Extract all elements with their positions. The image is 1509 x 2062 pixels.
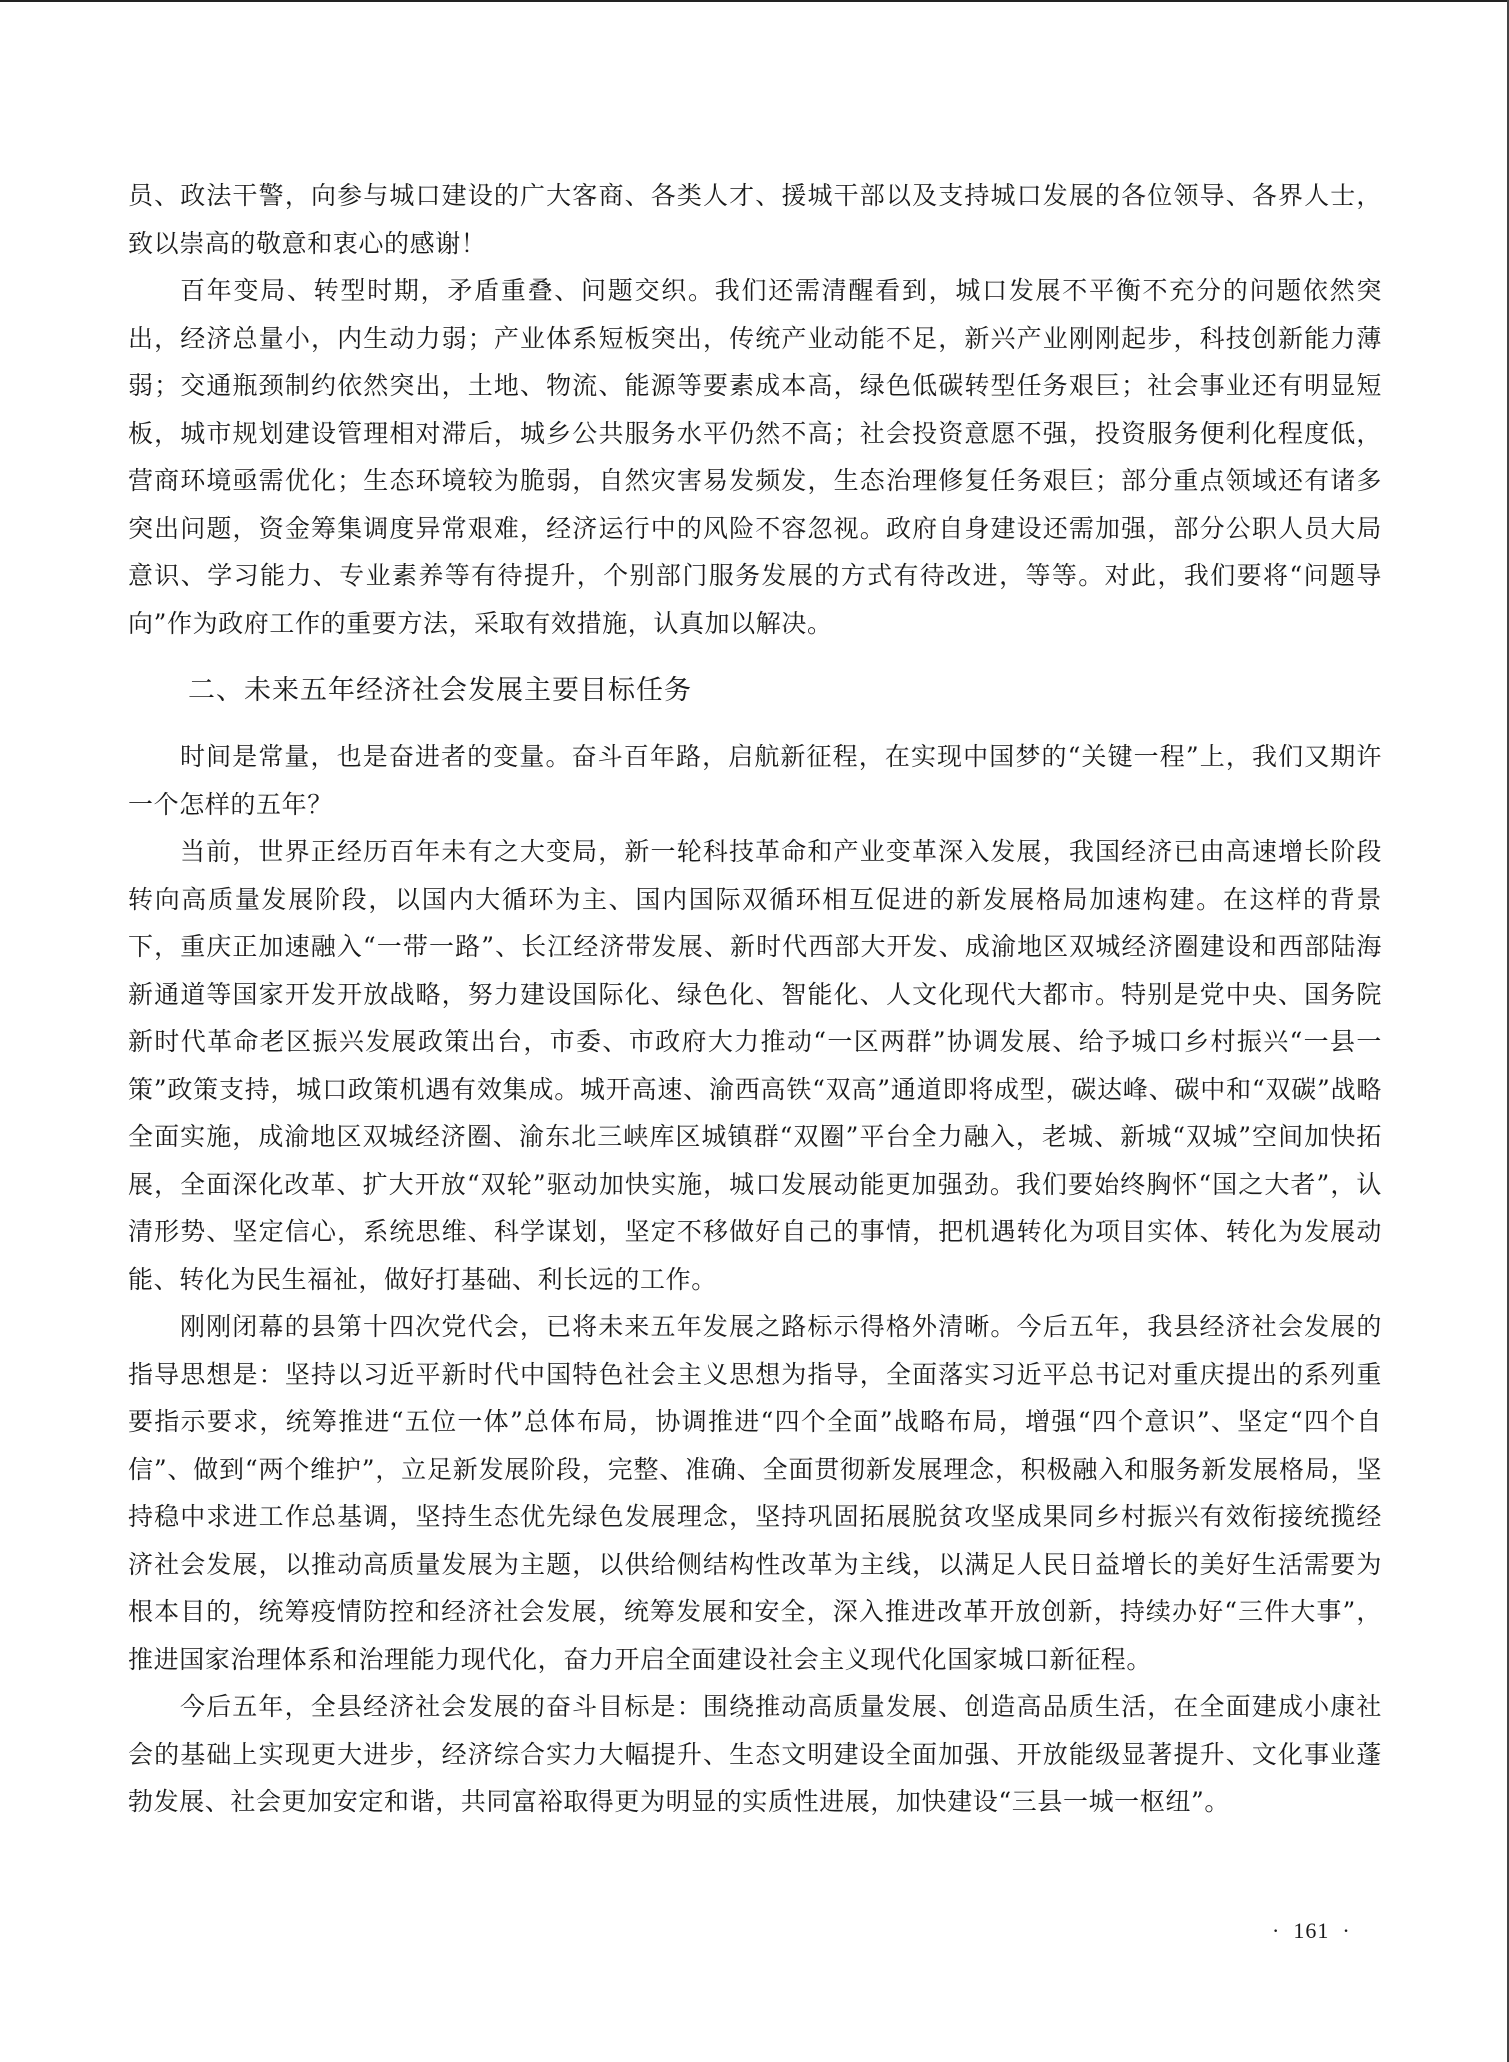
paragraph: 当前，世界正经历百年未有之大变局，新一轮科技革命和产业变革深入发展，我国经济已由高速增长阶段转向高质量发展阶段，以国内大循环为主、国内国际双循环相互促进的新发展格局加速构建。在这样的背景下，重庆正加速融入“一带一路”、长江经济带发展、新时代西部大开发、成渝地区双城经济圈建设和西部陆海新通道等国家开发开放战略，努力建设国际化、绿色化、智能化、人文化现代大都市。特别是党中央、国务院新时代革命老区振兴发展政策出台，市委、市政府大力推动“一区两群”协调发展、给予城口乡村振兴“一县一策”政策支持，城口政策机遇有效集成。城开高速、渝西高铁“双高”通道即将成型，碳达峰、碳中和“双碳”战略全面实施，成渝地区双城经济圈、渝东北三峡库区城镇群“双圈”平台全力融入，老城、新城“双城”空间加快拓展，全面深化改革、扩大开放“双轮”驱动加快实施，城口发展动能更加强劲。我们要始终胸怀“国之大者”，认清形势、坚定信心，系统思维、科学谋划，坚定不移做好自己的事情，把机遇转化为项目实体、转化为发展动能、转化为民生福祉，做好打基础、利长远的工作。 bbox=[128, 837, 1382, 1294]
page-number: · 161 · bbox=[1272, 1918, 1351, 1943]
section-heading: 二、未来五年经济社会发展主要目标任务 bbox=[188, 675, 692, 706]
paragraph: 时间是常量，也是奋进者的变量。奋斗百年路，启航新征程，在实现中国梦的“关键一程”上，我们又期许一个怎样的五年？ bbox=[128, 742, 1382, 819]
top-border-rule bbox=[0, 0, 1509, 2]
paragraph: 员、政法干警，向参与城口建设的广大客商、各类人才、援城干部以及支持城口发展的各位领导、各界人士，致以崇高的敬意和衷心的感谢！ bbox=[128, 181, 1382, 258]
paragraphs-before-heading bbox=[128, 172, 1382, 647]
paragraph: 今后五年，全县经济社会发展的奋斗目标是：围绕推动高质量发展、创造高品质生活，在全面建成小康社会的基础上实现更大进步，经济综合实力大幅提升、生态文明建设全面加强、开放能级显著提升、文化事业蓬勃发展、社会更加安定和谐，共同富裕取得更为明显的实质性进展，加快建设“三县一城一枢纽”。 bbox=[128, 1692, 1382, 1816]
paragraph: 刚刚闭幕的县第十四次党代会，已将未来五年发展之路标示得格外清晰。今后五年，我县经济社会发展的指导思想是：坚持以习近平新时代中国特色社会主义思想为指导，全面落实习近平总书记对重庆提出的系列重要指示要求，统筹推进“五位一体”总体布局，协调推进“四个全面”战略布局，增强“四个意识”、坚定“四个自信”、做到“两个维护”，立足新发展阶段，完整、准确、全面贯彻新发展理念，积极融入和服务新发展格局，坚持稳中求进工作总基调，坚持生态优先绿色发展理念，坚持巩固拓展脱贫攻坚成果同乡村振兴有效衔接统揽经济社会发展，以推动高质量发展为主题，以供给侧结构性改革为主线，以满足人民日益增长的美好生活需要为根本目的，统筹疫情防控和经济社会发展，统筹发展和安全，深入推进改革开放创新，持续办好“三件大事”，推进国家治理体系和治理能力现代化，奋力开启全面建设社会主义现代化国家城口新征程。 bbox=[128, 1312, 1382, 1674]
paragraphs-after-heading bbox=[128, 733, 1382, 1826]
paragraph: 百年变局、转型时期，矛盾重叠、问题交织。我们还需清醒看到，城口发展不平衡不充分的问题依然突出，经济总量小，内生动力弱；产业体系短板突出，传统产业动能不足，新兴产业刚刚起步，科技创新能力薄弱；交通瓶颈制约依然突出，土地、物流、能源等要素成本高，绿色低碳转型任务艰巨；社会事业还有明显短板，城市规划建设管理相对滞后，城乡公共服务水平仍然不高；社会投资意愿不强，投资服务便利化程度低，营商环境亟需优化；生态环境较为脆弱，自然灾害易发频发，生态治理修复任务艰巨；部分重点领域还有诸多突出问题，资金筹集调度异常艰难，经济运行中的风险不容忽视。政府自身建设还需加强，部分公职人员大局意识、学习能力、专业素养等有待提升，个别部门服务发展的方式有待改进，等等。对此，我们要将“问题导向”作为政府工作的重要方法，采取有效措施，认真加以解决。 bbox=[128, 276, 1382, 638]
page-body bbox=[128, 172, 1382, 1826]
